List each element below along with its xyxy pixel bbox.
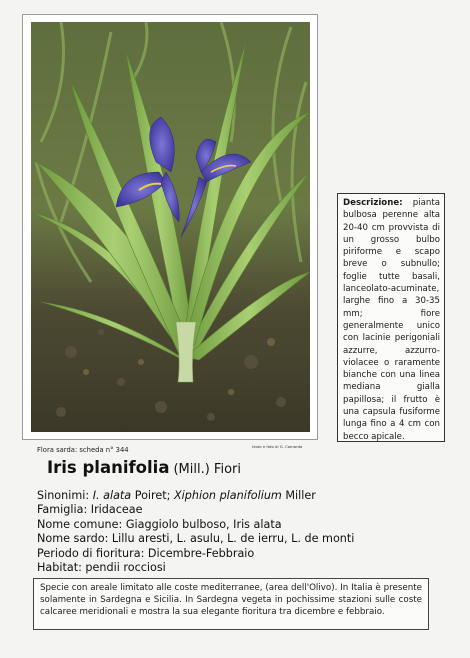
description-heading: Descrizione: <box>343 198 403 208</box>
species-name: Iris planifolia <box>47 458 170 477</box>
description-box <box>337 193 445 442</box>
sinonimi-row <box>37 489 354 503</box>
distribution-note: Specie con areale limitato alle coste mediterranee, (area dell'Olivo). In Italia è presente solamente in Sardegna e Sicilia. In Sardegna vegeta in pochissime stazioni sulle coste calcaree meridionali e mostra la sua elegante fioritura tra dicembre e febbraio. <box>33 578 429 630</box>
description-text: pianta bulbosa perenne alta 20-40 cm provvista di un grosso bulbo piriforme e scapo breve o subnullo; foglie tutte basali, lanceolato-acuminate, larghe fino a 30-35 mm; fiore generalmente unico con lacinie perigoniali azzurre, azzurro-violacee o raramente bianche con una linea mediana gialla papillosa; il frutto è una capsula fusiforme lunga fino a 4 cm con becco apicale. <box>343 198 440 442</box>
species-info <box>37 489 354 575</box>
photo-frame <box>22 14 318 440</box>
sinonimo-2: Xiphion planifolium <box>174 489 282 502</box>
habitat-row: Habitat: pendii rocciosi <box>37 560 166 574</box>
species-title <box>47 458 241 477</box>
sinonimi-label: Sinonimi: <box>37 489 90 502</box>
sinonimo-1-author: Poiret; <box>134 489 171 502</box>
species-author: (Mill.) Fiori <box>173 462 241 477</box>
periodo-row: Periodo di fioritura: Dicembre-Febbraio <box>37 546 255 560</box>
famiglia-row: Famiglia: Iridaceae <box>37 503 143 517</box>
nome-comune-row: Nome comune: Giaggiolo bulboso, Iris alata <box>37 517 282 531</box>
sinonimo-2-author: Miller <box>285 489 316 502</box>
nome-sardo-row: Nome sardo: Lillu aresti, L. asulu, L. de ierru, L. de monti <box>37 532 355 546</box>
iris-plant-image <box>31 22 310 432</box>
scheda-caption: Flora sarda: scheda n° 344 <box>37 446 129 454</box>
sinonimo-1: I. alata <box>92 489 132 502</box>
photo-credit: testo e foto di G. Camarda <box>252 444 303 449</box>
iris-photo <box>31 22 310 432</box>
